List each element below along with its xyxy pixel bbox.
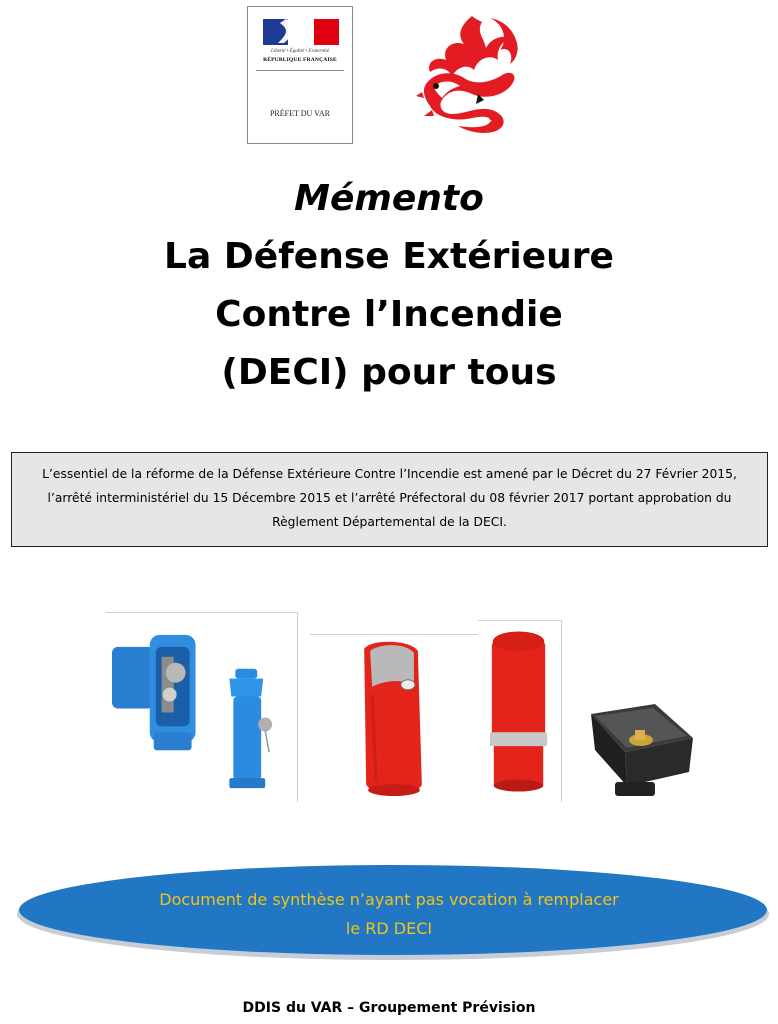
footer-text: DDIS du VAR – Groupement Prévision — [242, 1000, 536, 1016]
title-line-2: La Défense Extérieure — [164, 236, 614, 277]
marianne-icon — [264, 17, 304, 45]
underground-hydrant-image — [585, 690, 700, 802]
divider — [256, 70, 344, 71]
disclaimer-line-1: Document de synthèse n’ayant pas vocation à remplacer — [159, 890, 619, 909]
disclaimer-line-2: le RD DECI — [345, 919, 433, 938]
blue-hydrant-image — [106, 612, 298, 802]
title-line-4: (DECI) pour tous — [221, 352, 557, 393]
title-line-3: Contre l’Incendie — [215, 294, 563, 335]
intro-text: L’essentiel de la réforme de la Défense Extérieure Contre l’Incendie est amené par le Décret du 27 Février 2015, l’arrêté interministériel du 15 Décembre 2015 et l’arrêté Préfectoral du 08 février 2017 portant approbation du Règlement Départemental de la DECI. — [42, 467, 737, 529]
red-fire-post-image — [310, 634, 478, 804]
salamander-logo-icon — [412, 10, 524, 138]
intro-box — [11, 452, 768, 547]
republique-label: RÉPUBLIQUE FRANÇAISE — [263, 57, 337, 63]
prefet-label: PRÉFET DU VAR — [269, 109, 331, 118]
prefecture-logo — [247, 6, 353, 144]
disclaimer-text — [0, 885, 778, 943]
title-memento: Mémento — [294, 178, 484, 219]
document-title — [0, 170, 778, 402]
prefecture-motto: Liberté • Égalité • Fraternité — [271, 49, 329, 54]
red-fire-column-image — [478, 620, 562, 802]
